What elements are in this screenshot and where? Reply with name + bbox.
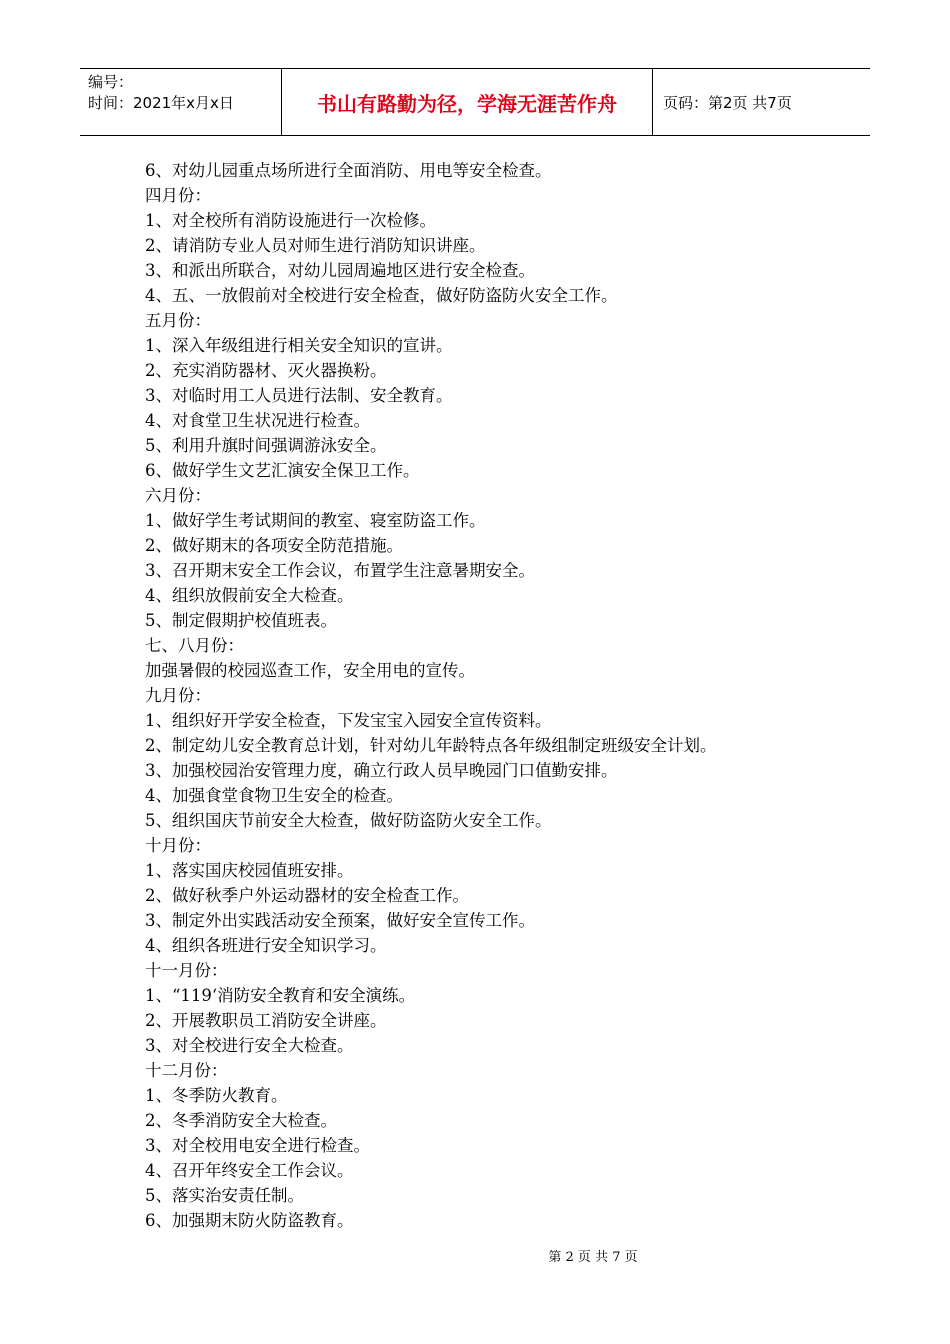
text-line: 4、加强食堂食物卫生安全的检查。 bbox=[145, 786, 403, 805]
text-line: 3、对全校进行安全大检查。 bbox=[145, 1036, 354, 1055]
text-line: 3、对全校用电安全进行检查。 bbox=[145, 1136, 370, 1155]
text-line: 3、和派出所联合，对幼儿园周遍地区进行安全检查。 bbox=[145, 261, 535, 280]
text-line: 1、深入年级组进行相关安全知识的宣讲。 bbox=[145, 336, 453, 355]
text-line: 2、做好期末的各项安全防范措施。 bbox=[145, 536, 403, 555]
text-line: 1、对全校所有消防设施进行一次检修。 bbox=[145, 211, 436, 230]
text-line: 十月份： bbox=[145, 836, 211, 855]
text-line: 九月份： bbox=[145, 686, 211, 705]
text-line: 2、充实消防器材、灭火器换粉。 bbox=[145, 361, 387, 380]
text-line: 4、组织各班进行安全知识学习。 bbox=[145, 936, 387, 955]
text-line: 3、召开期末安全工作会议，布置学生注意暑期安全。 bbox=[145, 561, 535, 580]
text-line: 四月份： bbox=[145, 186, 211, 205]
document-body bbox=[145, 158, 845, 1233]
text-line: 4、召开年终安全工作会议。 bbox=[145, 1161, 354, 1180]
page-footer: 第 2 页 共 7 页 bbox=[548, 1250, 638, 1265]
text-line: 2、制定幼儿安全教育总计划，针对幼儿年龄特点各年级组制定班级安全计划。 bbox=[145, 736, 717, 755]
text-line: 1、落实国庆校园值班安排。 bbox=[145, 861, 354, 880]
header-motto: 书山有路勤为径，学海无涯苦作舟 bbox=[282, 69, 653, 135]
page-header bbox=[80, 68, 870, 136]
text-line: 4、五、一放假前对全校进行安全检查，做好防盗防火安全工作。 bbox=[145, 286, 618, 305]
text-line: 七、八月份： bbox=[145, 636, 244, 655]
text-line: 3、加强校园治安管理力度，确立行政人员早晚园门口值勤安排。 bbox=[145, 761, 618, 780]
header-page-info: 页码：第2页 共7页 bbox=[663, 93, 792, 112]
text-line: 5、落实治安责任制。 bbox=[145, 1186, 304, 1205]
text-line: 2、冬季消防安全大检查。 bbox=[145, 1111, 337, 1130]
text-line: 4、对食堂卫生状况进行检查。 bbox=[145, 411, 370, 430]
text-line: 六月份： bbox=[145, 486, 211, 505]
text-line: 加强暑假的校园巡查工作，安全用电的宣传。 bbox=[145, 661, 475, 680]
text-line: 十二月份： bbox=[145, 1061, 228, 1080]
text-line: 1、组织好开学安全检查，下发宝宝入园安全宣传资料。 bbox=[145, 711, 552, 730]
text-line: 5、利用升旗时间强调游泳安全。 bbox=[145, 436, 387, 455]
header-meta bbox=[80, 69, 282, 135]
text-line: 2、请消防专业人员对师生进行消防知识讲座。 bbox=[145, 236, 486, 255]
time-label: 时间：2021年x月x日 bbox=[88, 94, 234, 112]
text-line: 3、制定外出实践活动安全预案，做好安全宣传工作。 bbox=[145, 911, 535, 930]
text-line: 5、组织国庆节前安全大检查，做好防盗防火安全工作。 bbox=[145, 811, 552, 830]
text-line: 五月份： bbox=[145, 311, 211, 330]
text-line: 1、冬季防火教育。 bbox=[145, 1086, 288, 1105]
text-line: 2、开展教职员工消防安全讲座。 bbox=[145, 1011, 387, 1030]
text-line: 5、制定假期护校值班表。 bbox=[145, 611, 337, 630]
text-line: 2、做好秋季户外运动器材的安全检查工作。 bbox=[145, 886, 469, 905]
number-label: 编号： bbox=[88, 73, 134, 91]
text-line: 6、做好学生文艺汇演安全保卫工作。 bbox=[145, 461, 420, 480]
text-line: 4、组织放假前安全大检查。 bbox=[145, 586, 354, 605]
text-line: 3、对临时用工人员进行法制、安全教育。 bbox=[145, 386, 453, 405]
text-line: 1、“119‘消防安全教育和安全演练。 bbox=[145, 986, 416, 1005]
text-line: 1、做好学生考试期间的教室、寝室防盗工作。 bbox=[145, 511, 486, 530]
text-line: 6、加强期末防火防盗教育。 bbox=[145, 1211, 354, 1230]
text-line: 6、对幼儿园重点场所进行全面消防、用电等安全检查。 bbox=[145, 161, 552, 180]
text-line: 十一月份： bbox=[145, 961, 228, 980]
